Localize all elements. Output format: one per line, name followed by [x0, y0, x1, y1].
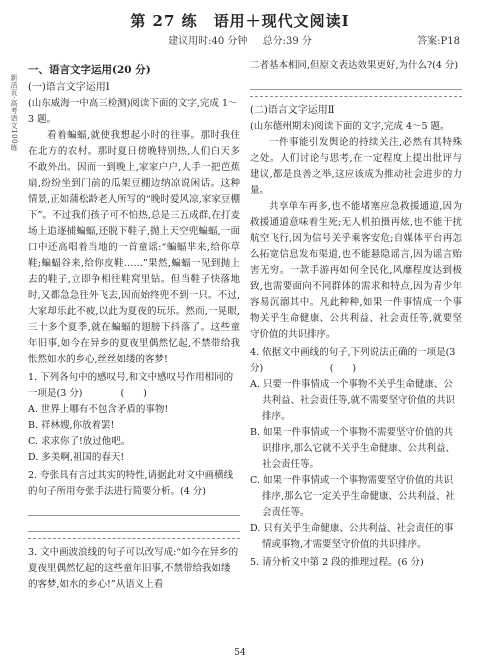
right-column: [250, 58, 462, 571]
side-label: 新活页·高考语文100练: [10, 74, 18, 152]
q4-option-d[interactable]: D. 只有关乎生命健康、公共利益、社会责任的事情或事物,才需要坚守价值的共识排序。: [250, 523, 454, 550]
question-3: 3. 文中画波浪线的句子可以改写成:“如今在异乡的夏夜里偶然忆起的这些童年旧事,不禁带给我如缕的客梦,如水的乡心!”从语义上看: [28, 547, 239, 590]
divider: [250, 96, 462, 97]
page-number: 54: [234, 648, 246, 658]
answer-ref: 答案:P18: [417, 36, 460, 47]
block1-title: (一)语言文字运用Ⅰ: [28, 82, 110, 93]
divider: [28, 538, 240, 539]
exam-meta: [0, 32, 480, 47]
passage-paragraph: 一件事能引发舆论的持续关注,必然有其特殊之处。人们讨论与思考,在一定程度上提出批评与建议,都是良善之举,这应该成为推动社会进步的力量。: [250, 137, 462, 196]
question-2: 2. 夸张具有言过其实的特性,请据此对文中画横线的句子所用夸张手法进行简要分析。(4 分): [28, 470, 234, 497]
score-text: 总分:39 分: [262, 36, 312, 47]
block2-title: (二)语言文字运用Ⅱ: [250, 105, 335, 116]
time-text: 建议用时:40 分钟: [168, 36, 248, 47]
q1-option-a[interactable]: A. 世界上哪有不包含矛盾的事物!: [28, 404, 169, 415]
left-column: [28, 58, 240, 593]
page-title: 第 27 练 语用＋现代文阅读Ⅰ: [130, 12, 350, 30]
q1-option-c[interactable]: C. 求求你了!放过他吧。: [28, 436, 131, 447]
question-4: 4. 依据文中画线的句子,下列说法正确的一项是(3 分) ( ): [250, 347, 456, 374]
answer-line[interactable]: [28, 502, 240, 516]
question-1: 1. 下列各句中的感叹号,和文中感叹号作用相同的一项是(3 分) ( ): [28, 372, 234, 399]
passage-paragraph: 看着蝙蝠,就使我想起小时的往事。那时我住在北方的农村。那时夏日傍晚特别热,人们白天多不敢外出。因而一到晚上,家家户户,人手一把芭蕉扇,纷纷坐到门前的瓜架豆棚边纳凉说闲话。这种情景,正如蒲松龄老人所写的“晚时爱风凉,家家豆棚下”。不过我们孩子可不怕热,总是三五成群,在打麦场上追逐捕蝙蝠,还脱下鞋子,抛上天空兜蝙蝠,一面口中还高唱着当地的一首童谣:“蝙蝠芈来,给你草鞋;蝙蝠谷来,给你皮鞋……”果然,蝙蝠一见到抛上去的鞋子,立即争相往鞋窝里钻。但当鞋子快落地时,又都急急往外飞去,因而始终兜不到一只。不过,大家却乐此不疲,以此为夏夜的玩乐。然而,一晃眼,三十多个夏季,就在蝙蝠的翅膀下抖落了。这些童年旧事,如今在异乡的夏夜里偶然忆起,不禁带给我怅然如水的乡心,丝丝如缕的客梦!: [28, 130, 240, 365]
question-3-continued: 二者基本相同,但原文表达效果更好,为什么?(4 分): [250, 60, 459, 71]
answer-line[interactable]: [250, 76, 462, 90]
passage-paragraph: 共享单车再多,也不能堵塞应急救援通道,因为救援通道意味着生死;无人机拍摄再炫,也不能干扰航空飞行,因为信号关乎乘客安危;自媒体平台再怎么拓宽信息发布渠道,也不能悬隐谣言,因为谣言贻害无穷。一款手游再如何全民化,风靡程度达到极致,也需要面向不同群体的需求和特点,因为青少年容易沉溺其中。凡此种种,如果一件事情成一个事物关乎生命健康、公共利益、社会责任等,就要坚守价值的共识排序。: [250, 201, 462, 340]
q1-option-d[interactable]: D. 多美啊,祖国的春天!: [28, 452, 125, 463]
question-5: 5. 请分析文中第 2 段的推理过程。(6 分): [250, 557, 424, 568]
q4-option-c[interactable]: C. 如果一件事情或一个事物需要坚守价值的共识排序,那么它一定关乎生命健康、公共利益、社会责任等。: [250, 475, 456, 518]
answer-line[interactable]: [28, 518, 240, 532]
block2-intro: (山东德州期末)阅读下面的文字,完成 4～5 题。: [250, 121, 450, 132]
q4-option-b[interactable]: B. 如果一件事情或一个事物不需要坚守价值的共识排序,那么它就不关乎生命健康、公共利益、社会责任等。: [250, 427, 456, 470]
section-heading: 一、语言文字运用(20 分): [28, 64, 151, 76]
q4-option-a[interactable]: A. 只要一件事情成一个事物不关乎生命健康、公共利益、社会责任等,就不需要坚守价值的共识排序。: [250, 379, 456, 422]
block1-intro: (山东威海一中高三检测)阅读下面的文字,完成 1～3 题。: [28, 98, 238, 125]
q1-option-b[interactable]: B. 祥林嫂,你放着罢!: [28, 420, 115, 431]
